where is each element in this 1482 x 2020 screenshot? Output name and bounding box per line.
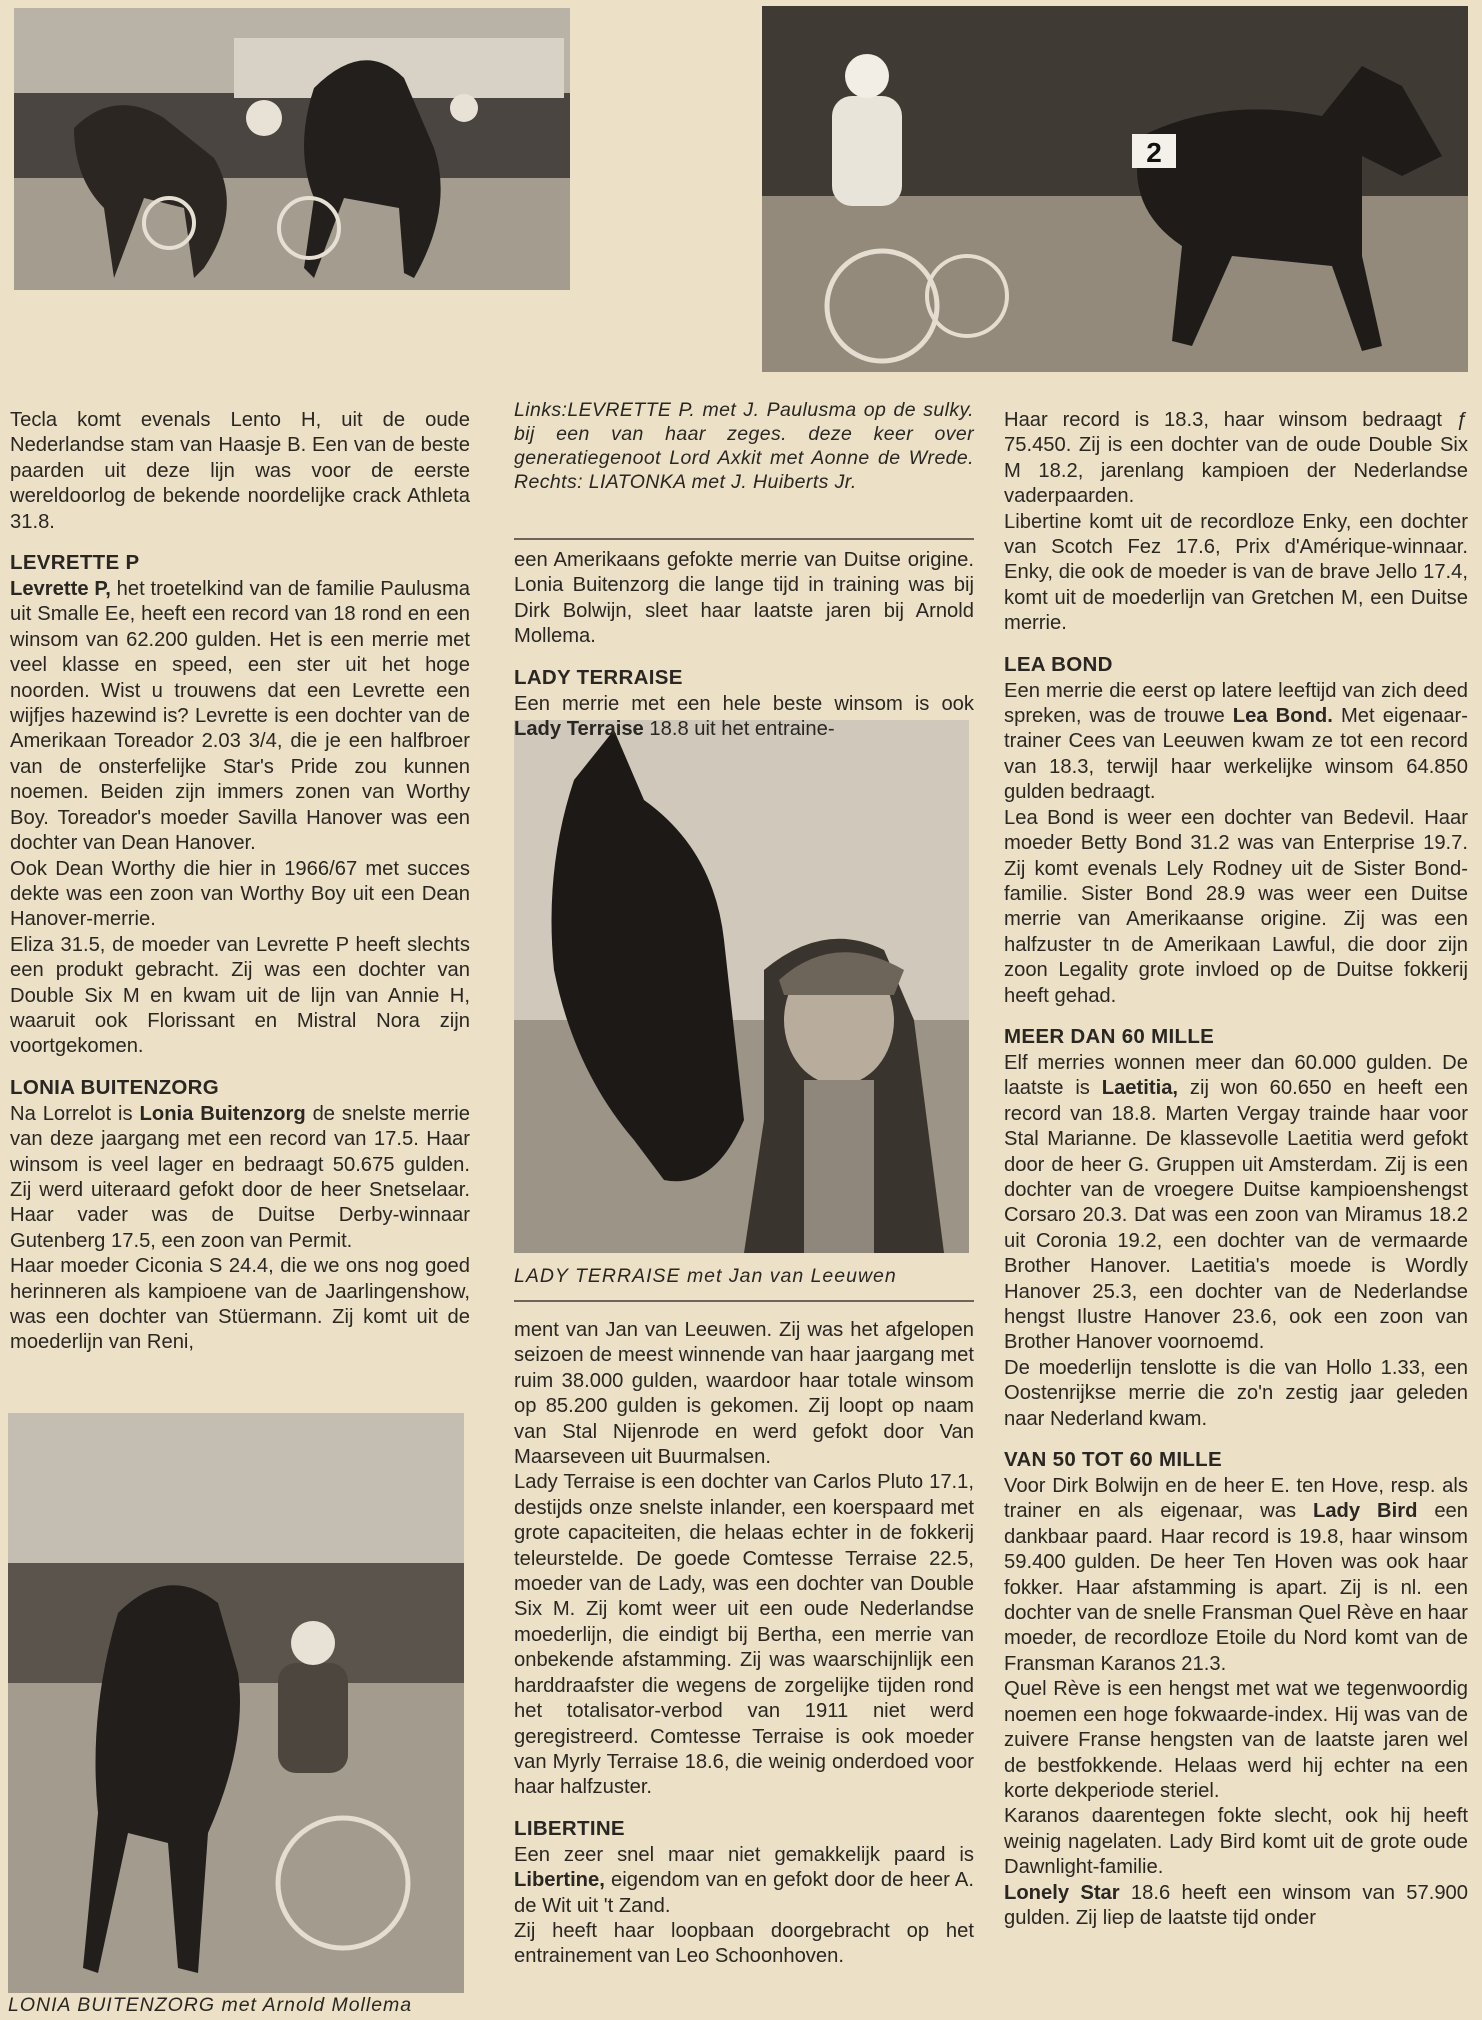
col2-lady-p2: Lady Terraise is een dochter van Carlos Pluto 17.1, destijds onze snelste inlander, een koerspaard met grote capaciteiten, die helaas echter in de fokkerij teleurstelde. De goede Comtesse Terraise 22.5, moeder van de Lady, was een dochter van Double Six M. Zij komt weer uit een oude Nederlandse moederlijn, die eindigt bij Bertha, een merrie van onbekende afstamming. Zij was waarschijnlijk een harddraafster die wegens de zorgelijke tijden rond het totalisator-verbod van 1911 niet werd geregistreerd. Comtesse Terraise is ook moeder van Myrly Terraise 18.6, die weinig onderdoed voor haar halfzuster. [514, 1471, 974, 1799]
photo-bottom-left [8, 1413, 464, 1993]
column-3 [1004, 408, 1468, 1931]
col2-lady-p1 [514, 692, 974, 743]
col1-lonia-p2: Haar moeder Ciconia S 24.4, die we ons nog goed herinneren als kampioene van de Jaarlingenshow, was een dochter van Stüermann. Zij komt uit de moederlijn van Reni, [10, 1255, 470, 1354]
name-lea-bond: Lea Bond. [1232, 705, 1333, 728]
col1-levrette-p3: Eliza 31.5, de moeder van Levrette P heeft slechts een produkt gebracht. Zij was een dochter van Double Six M en kwam uit de lijn van Annie H, waaruit ook Florissant en Mistral Nora zijn voortgekomen. [10, 933, 470, 1058]
text: Een merrie die eerst op latere leeftijd van zich deed spreken, was de trouwe [1004, 679, 1468, 728]
col1-lonia-p1 [10, 1102, 470, 1254]
text: een dankbaar paard. Haar record is 19.8, haar winsom 59.400 gulden. De heer Ten Hoven was ook haar fokker. Haar afstamming is apart. Zij is nl. een dochter van de snelle Fransman Quel Rève en haar moeder, de recordloze Etoile du Nord komt van de Fransman Karanos 21.3. [1004, 1500, 1468, 1675]
text: Een merrie met een hele beste winsom is ook [514, 692, 974, 715]
text: eigendom van en gefokt door de heer A. de Wit uit 't Zand. [514, 1869, 974, 1917]
name-laetitia: Laetitia, [1101, 1077, 1179, 1100]
name-levrette: Levrette P, [10, 578, 111, 601]
photo-top-right [762, 6, 1468, 372]
col3-lonely [1004, 1881, 1468, 1932]
name-lady-bird: Lady Bird [1313, 1500, 1418, 1523]
name-lonely-star: Lonely Star [1004, 1881, 1120, 1904]
heading-libertine: LIBERTINE [514, 1816, 625, 1840]
caption-bottom: LONIA BUITENZORG met Arnold Mollema [8, 1994, 413, 2016]
column-2-top [514, 548, 974, 742]
caption-rule-top [514, 538, 974, 540]
text: Elf merries wonnen meer dan 60.000 gulden. De laatste is [1004, 1051, 1468, 1100]
col3-cont: Haar record is 18.3, haar winsom bedraagt ƒ 75.450. Zij is een dochter van de oude Double Six M 18.2, jarenlang kampioen der Nederlandse vaderpaarden. [1004, 409, 1468, 508]
text: 18.6 heeft een winsom van 57.900 gulden. Zij liep de laatste tijd onder [1004, 1881, 1468, 1929]
heading-levrette: LEVRETTE P [10, 551, 140, 575]
name-libertine: Libertine, [514, 1869, 605, 1892]
caption-top: Links:LEVRETTE P. met J. Paulusma op de sulky. bij een van haar zeges. deze keer over generatiegenoot Lord Axkit met Aonne de Wrede. Rechts: LIATONKA met J. Huiberts Jr. [514, 399, 974, 493]
heading-lonia: LONIA BUITENZORG [10, 1075, 220, 1099]
col3-p2: Libertine komt uit de recordloze Enky, een dochter van Scotch Fez 17.6, Prix d'Amérique-winnaar. Enky, die ook de moeder is van de brave Jello 17.4, komt uit de moederlijn van Gretchen M, een Duitse merrie. [1004, 510, 1468, 635]
col2-cont: een Amerikaans gefokte merrie van Duitse origine. Lonia Buitenzorg die lange tijd in training was bij Dirk Bolwijn, sleet haar laatste jaren bij Arnold Mollema. [514, 549, 974, 648]
heading-meer-dan-60: MEER DAN 60 MILLE [1004, 1024, 1215, 1048]
text: Voor Dirk Bolwijn en de heer E. ten Hove, resp. als trainer en als eigenaar, was [1004, 1475, 1468, 1523]
col3-meer-p2: De moederlijn tenslotte is die van Hollo 1.33, een Oostenrijkse merrie die zo'n zestig jaar geleden naar Nederland kwam. [1004, 1356, 1468, 1430]
text: Na Lorrelot is [10, 1102, 140, 1125]
caption-rule-middle [514, 1300, 974, 1302]
photo-top-left [14, 8, 570, 290]
heading-van-50-tot-60: VAN 50 TOT 60 MILLE [1004, 1448, 1222, 1472]
col2-lib-p1 [514, 1843, 974, 1919]
col1-levrette-p1 [10, 577, 470, 856]
text: 18.8 uit het entraine- [643, 718, 835, 741]
photo-number-label: 2 [1146, 137, 1162, 168]
col2-lady-cont: ment van Jan van Leeuwen. Zij was het afgelopen seizoen de meest winnende van haar jaargang met ruim 38.000 gulden, waardoor haar totale winsom op 85.200 gulden is gekomen. Zij loopt op naam van Stal Nijenrode en werd gefokt door Van Maarseveen uit Buurmalsen. [514, 1319, 974, 1469]
col3-van-p2: Quel Rève is een hengst met wat we tegenwoordig noemen een hoge fokwaarde-index. Hij was van de zuivere Franse hengsten van de laatste jaren wel de bestfokkende. Helaas werd hij echter na een korte dekperiode steriel. [1004, 1678, 1468, 1802]
text: Een zeer snel maar niet gemakkelijk paard is [514, 1843, 974, 1866]
col1-intro: Tecla komt evenals Lento H, uit de oude Nederlandse stam van Haasje B. Een van de beste paarden uit deze lijn was voor de eerste wereldoorlog de bekende noordelijke crack Athleta 31.8. [10, 409, 470, 533]
col3-lea-p1 [1004, 679, 1468, 806]
heading-lea-bond: LEA BOND [1004, 652, 1113, 676]
photo-middle [514, 720, 969, 1253]
column-2-bottom [514, 1318, 974, 1970]
heading-lady-terraise: LADY TERRAISE [514, 665, 683, 689]
column-1 [10, 408, 470, 1356]
text: zij won 60.650 en heeft een record van 18.8. Marten Vergay trainde haar voor Stal Marianne. De klassevolle Laetitia werd gefokt door de heer G. Gruppen uit Amsterdam. Zij is een dochter van de vroegere Duitse kampioenshengst Corsaro 20.3. Dat was een zoon van Miramus 18.2 uit Coronia 19.2, een dochter van de vermaarde Brother Hanover. Laetitia's moede is Wordly Hanover 25.3, een dochter van de Nederlandse hengst Ilustre Hanover 23.6, ook een zoon van Brother Hanover voornoemd. [1004, 1077, 1468, 1354]
col3-lea-p2: Lea Bond is weer een dochter van Bedevil. Haar moeder Betty Bond 31.2 was van Enterprise 19.7. Zij komt evenals Lely Rodney uit de Sister Bond-familie. Sister Bond 28.9 was weer een Duitse merrie van Amerikaanse origine. Zij was een halfzuster tn de Amerikaan Lawful, die door zijn zoon Legality grote invloed op de Duitse fokkerij heeft gehad. [1004, 806, 1468, 1007]
text: het troetelkind van de familie Paulusma uit Smalle Ee, heeft een record van 18 rond en een winsom van 62.200 gulden. Het is een merrie met veel klasse en speed, een ster uit het hoge noorden. Wist u trouwens dat een Levrette een wijfjes hazewind is? Levrette is een dochter van de Amerikaan Toreador 2.03 3/4, die je een halfbroer van de onsterfelijke Star's Pride zou kunnen noemen. Beiden zijn immers zonen van Worthy Boy. Toreador's moeder Savilla Hanover was een dochter van Dean Hanover. [10, 578, 470, 855]
col3-van-p3: Karanos daarentegen fokte slecht, ook hij heeft weinig nagelaten. Lady Bird komt uit de grote oude Dawnlight-familie. [1004, 1805, 1468, 1879]
name-lady-terraise: Lady Terraise [514, 718, 644, 741]
text: Met eigenaar-trainer Cees van Leeuwen kwam ze tot een record van 18.3, terwijl haar werkelijke winsom 64.850 gulden bedraagt. [1004, 705, 1469, 804]
col3-meer-p1 [1004, 1051, 1468, 1356]
text: de snelste merrie van deze jaargang met een record van 17.5. Haar winsom is veel lager en bedraagt 50.675 gulden. Zij werd uiteraard gefokt door de heer Snetselaar. Haar vader was de Duitse Derby-winnaar Gutenberg 17.5, een zoon van Permit. [10, 1102, 470, 1252]
col2-lib-p2: Zij heeft haar loopbaan doorgebracht op het entrainement van Leo Schoonhoven. [514, 1919, 974, 1968]
caption-middle: LADY TERRAISE met Jan van Leeuwen [514, 1265, 897, 1287]
col3-van-p1 [1004, 1474, 1468, 1677]
name-lonia: Lonia Buitenzorg [139, 1102, 306, 1125]
col1-levrette-p2: Ook Dean Worthy die hier in 1966/67 met succes dekte was een zoon van Worthy Boy uit een Dean Hanover-merrie. [10, 857, 470, 931]
